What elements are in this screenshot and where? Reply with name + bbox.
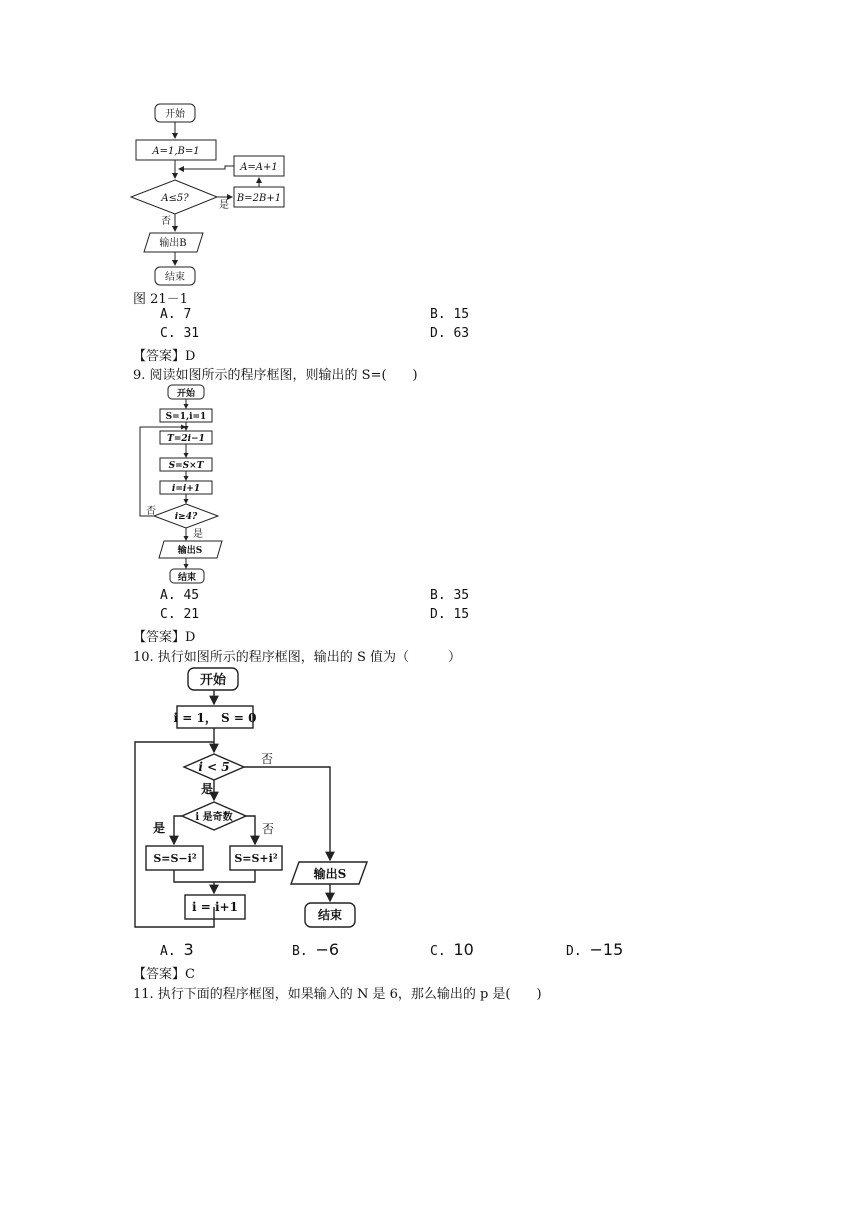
fc3-left: S=S−i² bbox=[153, 852, 197, 865]
q10-option-a bbox=[160, 940, 194, 959]
q10-option-b-prefix: B. bbox=[292, 944, 308, 959]
fc1-cond: A≤5? bbox=[161, 193, 189, 204]
flowchart-q10 bbox=[125, 664, 385, 934]
q10-option-b-value: −6 bbox=[315, 940, 340, 959]
fc3-cond: i < 5 bbox=[198, 760, 230, 774]
flowchart-q9 bbox=[130, 382, 240, 587]
q8-option-c: C. 31 bbox=[160, 326, 200, 341]
q10-question: 10. 执行如图所示的程序框图，输出的 S 值为（ ） bbox=[133, 650, 461, 665]
fc2-output: 输出S bbox=[177, 546, 203, 556]
q10-option-d bbox=[566, 940, 623, 959]
fc2-yes: 是 bbox=[193, 529, 203, 540]
fc3-right: S=S+i² bbox=[234, 852, 278, 865]
q10-answer: 【答案】C bbox=[133, 967, 195, 982]
q10-option-c-prefix: C. bbox=[430, 944, 446, 959]
q10-option-a-prefix: A. bbox=[160, 944, 176, 959]
fc2-start: 开始 bbox=[176, 389, 196, 399]
fc2-init: S=1,i=1 bbox=[165, 412, 207, 422]
fc3-end: 结束 bbox=[317, 908, 343, 922]
fc2-t: T=2i−1 bbox=[167, 434, 205, 444]
fc1-output: 输出B bbox=[159, 238, 187, 249]
fc1-yes: 是 bbox=[219, 200, 229, 211]
fc2-end: 结束 bbox=[177, 573, 197, 583]
fc2-cond: i≥4? bbox=[174, 512, 198, 522]
q10-option-d-value: −15 bbox=[589, 940, 624, 959]
fc2-no: 否 bbox=[146, 506, 156, 517]
q8-option-a: A. 7 bbox=[160, 307, 192, 322]
q10-option-a-value: 3 bbox=[183, 940, 194, 959]
q8-option-b: B. 15 bbox=[430, 307, 470, 322]
fc1-no: 否 bbox=[161, 216, 171, 227]
q10-option-b bbox=[292, 940, 339, 959]
q9-option-c: C. 21 bbox=[160, 607, 200, 622]
fc3-odd: i 是奇数 bbox=[195, 812, 233, 823]
fc3-yes2: 是 bbox=[152, 821, 166, 835]
fc1-assign-b: B=2B+1 bbox=[236, 193, 282, 204]
q9-option-d: D. 15 bbox=[430, 607, 470, 622]
fc3-init: i = 1， S = 0 bbox=[173, 711, 257, 725]
fc2-s: S=S×T bbox=[168, 461, 204, 471]
fc1-start: 开始 bbox=[165, 109, 185, 120]
q8-option-d: D. 63 bbox=[430, 326, 470, 341]
flowchart-q8 bbox=[125, 100, 295, 290]
fc3-inc: i = i+1 bbox=[192, 900, 238, 914]
q8-answer: 【答案】D bbox=[133, 349, 196, 364]
fc3-no1: 否 bbox=[260, 752, 274, 766]
q10-option-d-prefix: D. bbox=[566, 944, 582, 959]
q10-option-c bbox=[430, 940, 474, 959]
q9-answer: 【答案】D bbox=[133, 630, 196, 645]
fc3-output: 输出S bbox=[313, 867, 347, 881]
fc2-inc: i=i+1 bbox=[171, 484, 201, 494]
fc1-end: 结束 bbox=[165, 272, 185, 283]
q9-question: 9. 阅读如图所示的程序框图，则输出的 S=( ) bbox=[133, 368, 418, 383]
q11-question: 11. 执行下面的程序框图，如果输入的 N 是 6，那么输出的 p 是( ) bbox=[133, 987, 542, 1002]
q9-option-b: B. 35 bbox=[430, 588, 470, 603]
fc3-no2: 否 bbox=[261, 822, 275, 836]
fc3-start: 开始 bbox=[199, 673, 227, 688]
fc1-assign-a: A=A+1 bbox=[240, 162, 278, 173]
fc3-yes1: 是 bbox=[200, 782, 214, 796]
figure-caption: 图 21－1 bbox=[133, 292, 188, 307]
fc1-init: A=1,B=1 bbox=[152, 146, 200, 157]
q10-option-c-value: 10 bbox=[453, 940, 474, 959]
q9-option-a: A. 45 bbox=[160, 588, 200, 603]
